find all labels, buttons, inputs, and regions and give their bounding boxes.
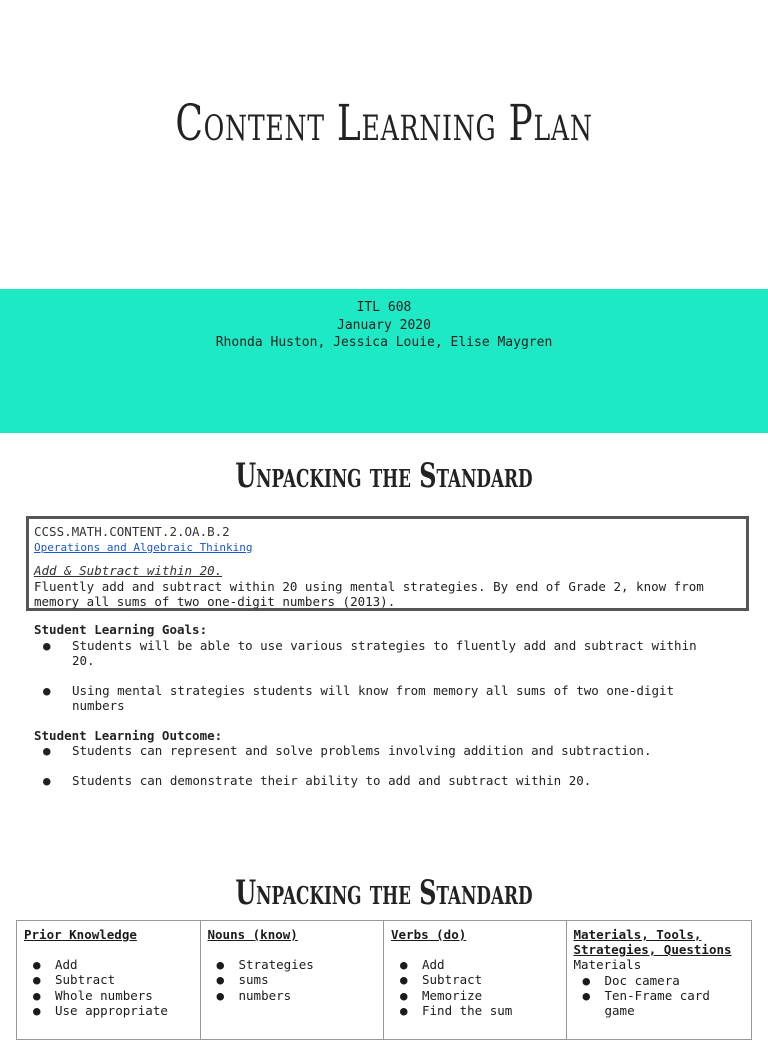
bullet-icon: ●	[400, 972, 408, 988]
authors: Rhonda Huston, Jessica Louie, Elise Maygren	[215, 335, 553, 350]
bullet-icon: ●	[43, 682, 51, 698]
outcome-item: ● Students can demonstrate their ability to add and subtract within 20.	[43, 772, 592, 788]
document-date: January 2020	[337, 317, 431, 333]
list-item: ● Memorize	[400, 987, 483, 1003]
bullet-icon: ●	[33, 1002, 41, 1018]
outcome-item: ● Students can represent and solve problems involving addition and subtraction.	[43, 743, 652, 758]
section-title-unpacking-1: Unpacking the Standard	[235, 456, 533, 496]
bullet-icon: ●	[33, 957, 41, 973]
list-item: ● Subtract	[400, 972, 483, 988]
outcomes-list	[34, 743, 724, 788]
column-materials	[567, 921, 752, 1039]
column-prior-knowledge	[17, 921, 201, 1039]
list-item: ● Subtract	[33, 972, 116, 988]
course-code: ITL 608	[356, 300, 412, 315]
list-item: ● Doc camera	[582, 972, 680, 988]
bullet-icon: ●	[400, 957, 408, 973]
goals-list	[34, 638, 724, 714]
bullet-icon: ●	[582, 987, 591, 1003]
goal-item: ● Students will be able to use various strategies to fluently add and subtract within 20.	[43, 637, 697, 668]
document-title: Content Learning Plan	[175, 94, 593, 152]
section-title-unpacking-2: Unpacking the Standard	[235, 873, 533, 913]
list-item: ● numbers	[216, 987, 292, 1003]
learning-goals-section	[34, 622, 724, 802]
bullet-icon: ●	[582, 972, 591, 988]
bullet-icon: ●	[216, 972, 225, 988]
standard-cluster: Add & Subtract within 20.	[34, 563, 223, 578]
column-heading: Verbs (do)	[391, 927, 467, 942]
column-heading: Nouns (know)	[207, 927, 298, 942]
bullet-icon: ●	[43, 743, 51, 758]
title-banner	[0, 289, 768, 433]
list-item: ● Add	[33, 957, 78, 973]
bullet-icon: ●	[216, 987, 225, 1003]
list-item: ● Find the sum	[400, 1002, 513, 1018]
goals-heading: Student Learning Goals:	[34, 622, 208, 637]
list-item: ● sums	[216, 972, 269, 988]
bullet-icon: ●	[33, 987, 41, 1003]
column-heading: Materials, Tools, Strategies, Questions	[573, 927, 732, 958]
column-verbs	[384, 921, 567, 1039]
column-nouns	[201, 921, 385, 1039]
outcome-heading: Student Learning Outcome:	[34, 727, 223, 743]
goal-item: ● Using mental strategies students will know from memory all sums of two one-digit numbers	[43, 682, 675, 713]
list-item: ● Whole numbers	[33, 987, 153, 1003]
bullet-icon: ●	[43, 772, 51, 788]
list-item: ● Use appropriate	[33, 1002, 168, 1018]
bullet-icon: ●	[33, 972, 41, 988]
unpacking-table	[16, 920, 752, 1040]
materials-label: Materials	[573, 957, 642, 973]
standard-description: Fluently add and subtract within 20 using mental strategies. By end of Grade 2, know from memory all sums of two one-digit numbers (2013).	[34, 578, 704, 609]
bullet-icon: ●	[216, 957, 225, 973]
standard-code: CCSS.MATH.CONTENT.2.OA.B.2	[34, 524, 230, 539]
bullet-icon: ●	[43, 637, 51, 653]
bullet-icon: ●	[400, 987, 408, 1003]
column-heading: Prior Knowledge	[24, 927, 137, 942]
bullet-icon: ●	[400, 1002, 408, 1018]
standard-box	[26, 516, 749, 611]
list-item: ● Ten-Frame card game	[582, 987, 710, 1019]
domain-link[interactable]: Operations and Algebraic Thinking	[34, 540, 253, 554]
list-item: ● Strategies	[216, 957, 314, 973]
list-item: ● Add	[400, 957, 445, 973]
